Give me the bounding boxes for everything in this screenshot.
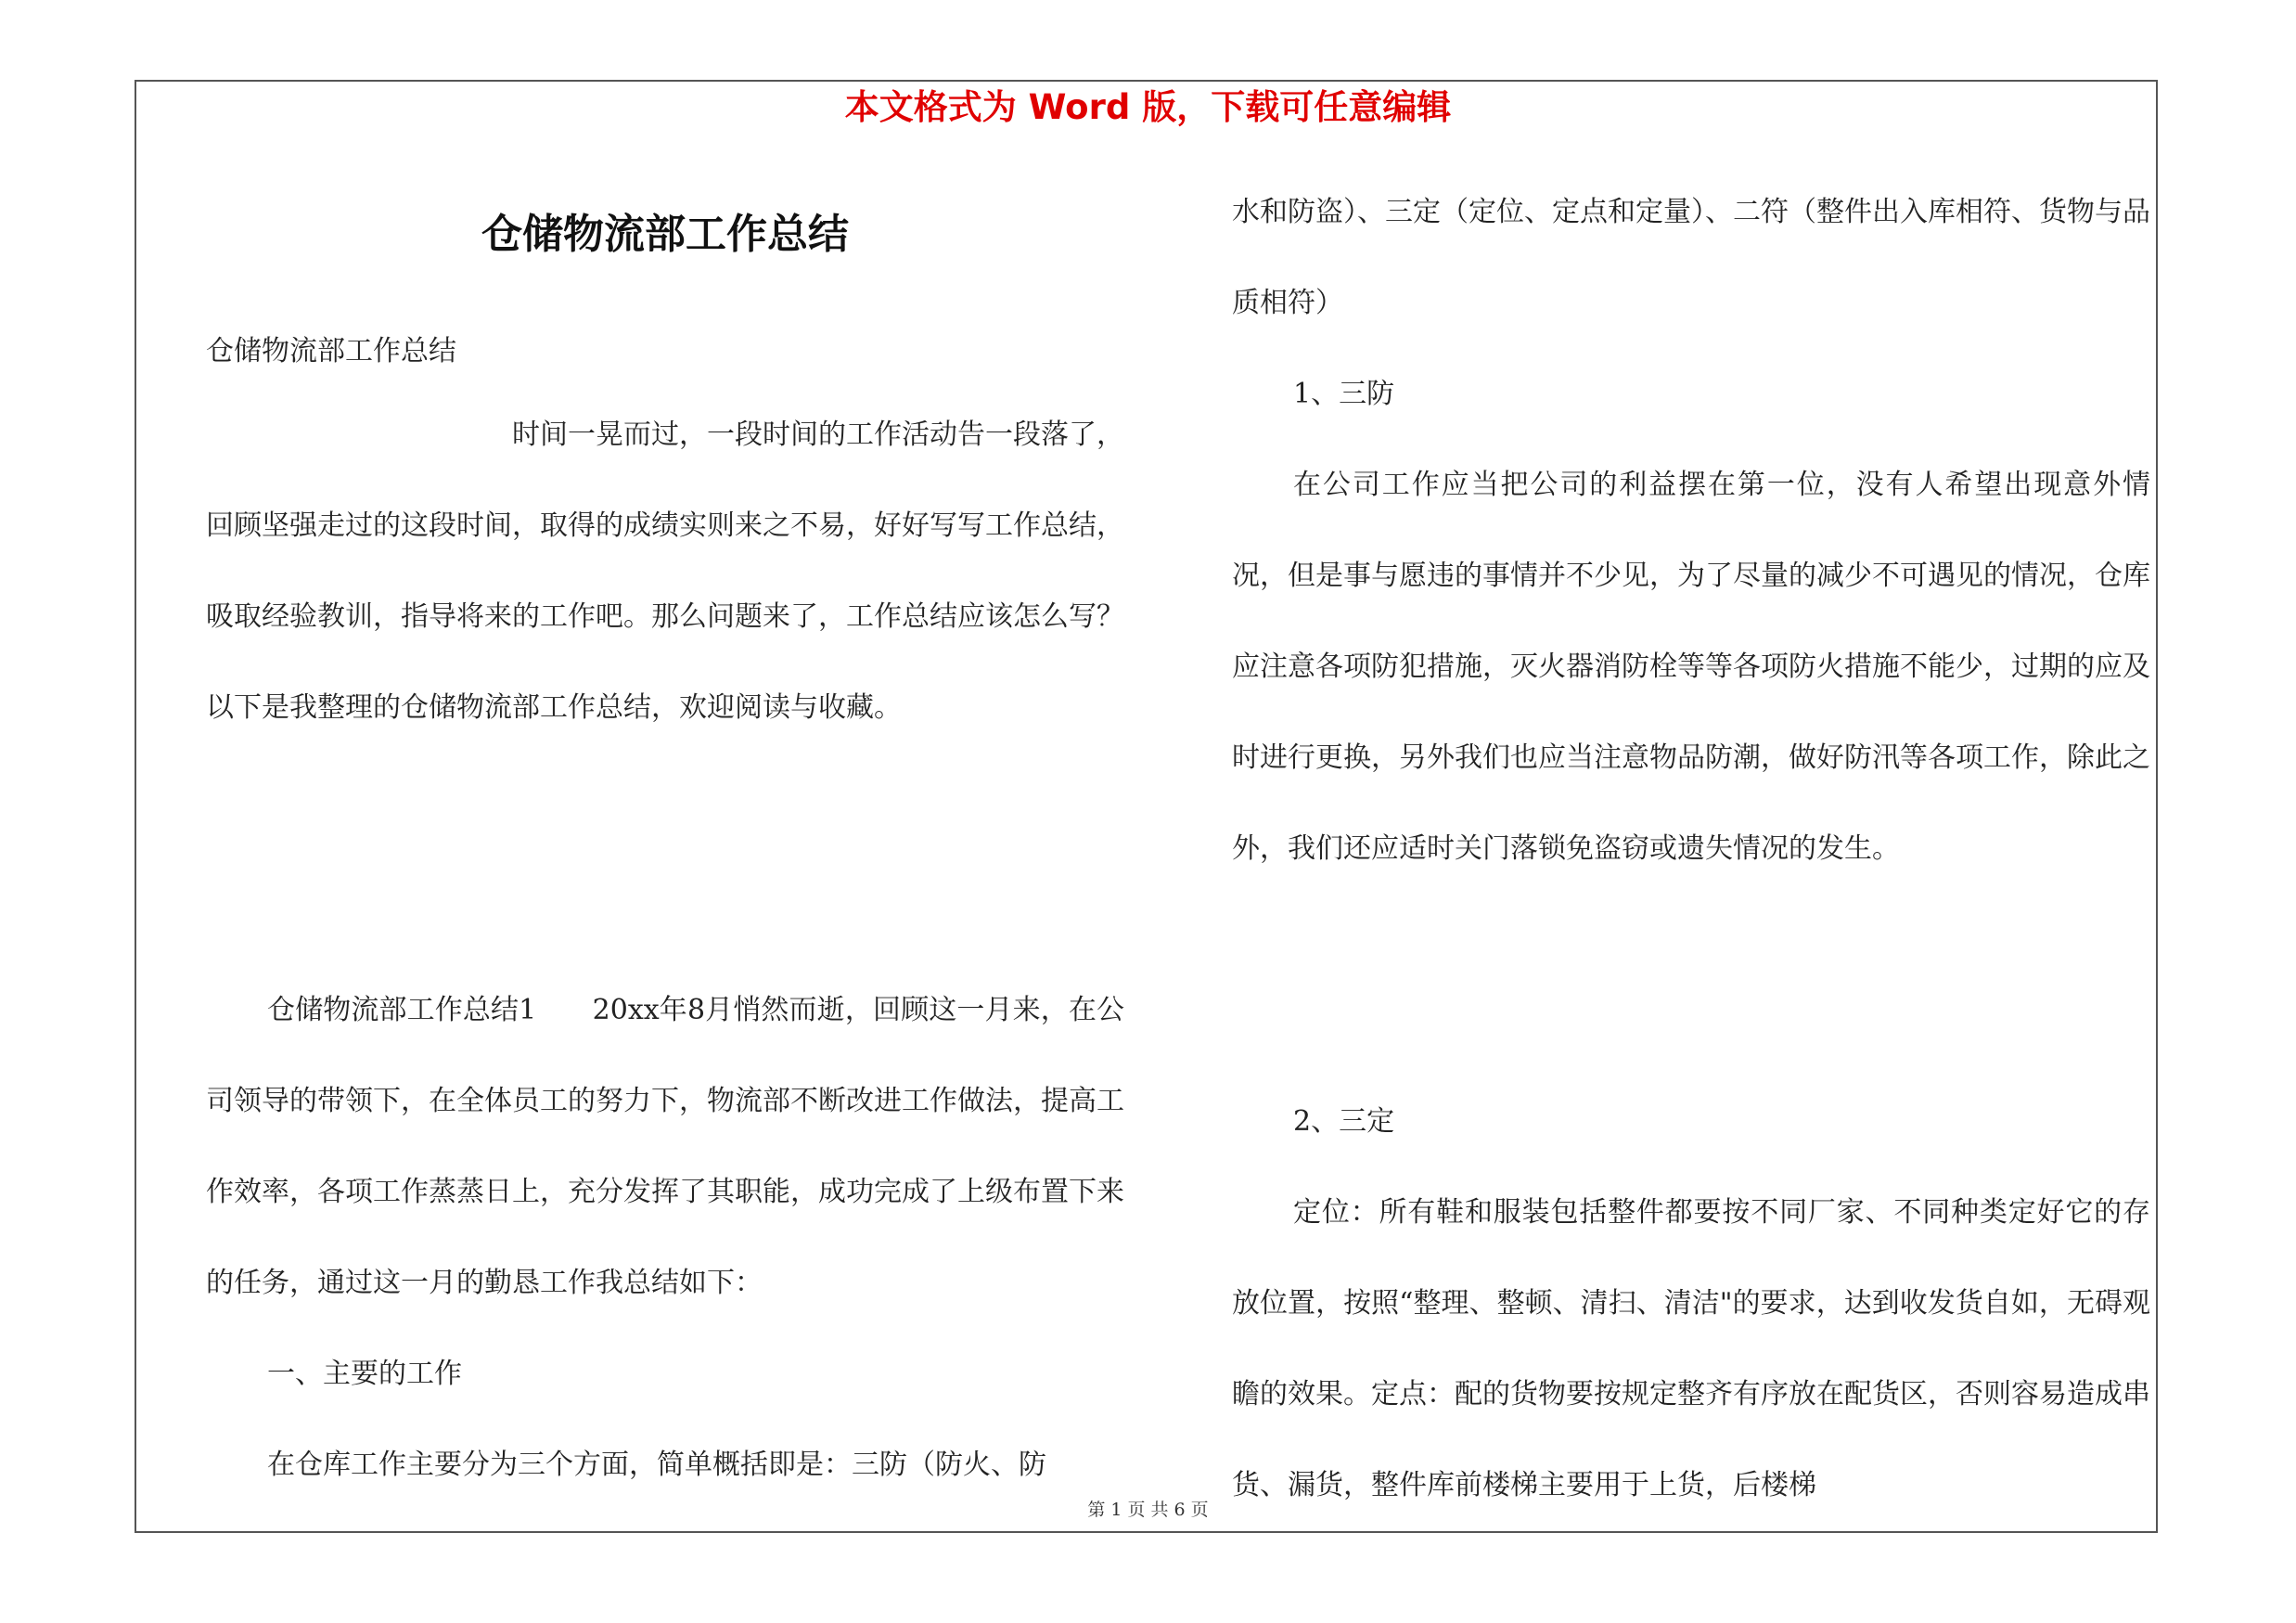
subtitle-paragraph: 仓储物流部工作总结 — [206, 335, 456, 367]
document-title: 仓储物流部工作总结 — [481, 211, 849, 258]
continued-paragraph: 水和防盗）、三定（定位、定点和定量）、二符（整件出入库相符、货物与品质相符） — [1232, 196, 2150, 319]
heading-three-fixed: 2、三定 — [1293, 1105, 1395, 1138]
page-number-footer: 第 1 页 共 6 页 — [1087, 1500, 1209, 1520]
warehouse-aspects-paragraph: 在仓库工作主要分为三个方面，简单概括即是：三防（防火、防 — [267, 1449, 1046, 1481]
summary-1-paragraph: 仓储物流部工作总结1 20xx年8月悄然而逝，回顾这一月来，在公司领导的带领下，在全体员工的努力下，物流部不断改进工作做法，提高工作效率，各项工作蒸蒸日上，充分发挥了其职能，成功完成了上级布置下来的任务，通过这一月的勤恳工作我总结如下： — [206, 994, 1124, 1299]
three-prevention-paragraph: 在公司工作应当把公司的利益摆在第一位，没有人希望出现意外情况，但是事与愿违的事情并不少见，为了尽量的减少不可遇见的情况，仓库应注意各项防犯措施，灭火器消防栓等等各项防火措施不能少，过期的应及时进行更换，另外我们也应当注意物品防潮，做好防汛等各项工作，除此之外，我们还应适时关门落锁免盗窃或遗失情况的发生。 — [1232, 469, 2150, 865]
heading-three-prevention: 1、三防 — [1293, 378, 1395, 410]
three-fixed-paragraph: 定位：所有鞋和服装包括整件都要按不同厂家、不同种类定好它的存放位置，按照“整理、整顿、清扫、清洁"的要求，达到收发货自如，无碍观瞻的效果。定点：配的货物要按规定整齐有序放在配货区，否则容易造成串货、漏货，整件库前楼梯主要用于上货，后楼梯 — [1232, 1196, 2150, 1501]
intro-paragraph: 时间一晃而过，一段时间的工作活动告一段落了，回顾坚强走过的这段时间，取得的成绩实则来之不易，好好写写工作总结，吸取经验教训，指导将来的工作吧。那么问题来了，工作总结应该怎么写？以下是我整理的仓储物流部工作总结，欢迎阅读与收藏。 — [206, 419, 1124, 724]
section-heading-main-work: 一、主要的工作 — [267, 1358, 462, 1390]
word-format-banner: 本文格式为 Word 版，下载可任意编辑 — [844, 87, 1452, 127]
